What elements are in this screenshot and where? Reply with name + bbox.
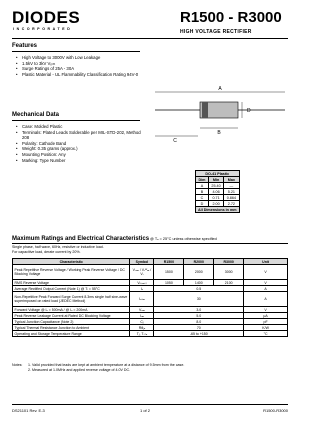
ratings-header: R1500 bbox=[154, 259, 184, 265]
table-row bbox=[13, 292, 288, 307]
ratings-cell: Non-Repetitive Peak Forward Surge Current 8.3ms single half sine-wave superimposed on rated load (JEDEC Method) bbox=[13, 292, 130, 307]
ratings-cell: K/W bbox=[244, 325, 288, 331]
dim-cell: 25.40 bbox=[208, 183, 223, 189]
ratings-cell: Peak Reverse Leakage Current at Rated DC Blocking Voltage bbox=[13, 313, 130, 319]
ratings-header: R3000 bbox=[214, 259, 244, 265]
dim-cell: — bbox=[224, 183, 239, 189]
ratings-cell: Cⱼ bbox=[130, 319, 154, 325]
dim-cell: B bbox=[196, 189, 209, 195]
ratings-cell: V bbox=[244, 307, 288, 313]
ratings-cell: pF bbox=[244, 319, 288, 325]
ratings-cell: Operating and Storage Temperature Range bbox=[13, 331, 130, 337]
dim-label-a: A bbox=[218, 86, 222, 92]
package-outline-diagram bbox=[150, 72, 290, 152]
list-item: • Surge Ratings of 25A - 30A bbox=[16, 66, 141, 72]
ratings-cell: V bbox=[244, 265, 288, 280]
part-number-title: R1500 - R3000 bbox=[180, 9, 282, 26]
ratings-cell: μA bbox=[244, 313, 288, 319]
dim-table-footer: All Dimensions in mm bbox=[196, 207, 240, 213]
dim-cell: 2.72 bbox=[224, 201, 239, 207]
ratings-cell: 8.0 bbox=[154, 319, 244, 325]
ratings-cell: A bbox=[244, 292, 288, 307]
header-divider bbox=[12, 38, 288, 39]
notes-block bbox=[12, 363, 288, 373]
ratings-cell: Typical Junction Capacitance (Note 2) bbox=[13, 319, 130, 325]
ratings-header: Unit bbox=[244, 259, 288, 265]
ratings-cell: -65 to +150 bbox=[154, 331, 244, 337]
dim-cell: 5.21 bbox=[224, 189, 239, 195]
ratings-cell: Iₒₛₘ bbox=[130, 292, 154, 307]
features-underline bbox=[12, 51, 140, 52]
ratings-cell: 2100 bbox=[214, 280, 244, 286]
ratings-cell: Tⱼ, Tₛₜₐ bbox=[130, 331, 154, 337]
ratings-cell: Forward Voltage @ Iₒ = 500mA / @ Iₒ = 200mA bbox=[13, 307, 130, 313]
dim-cell: A bbox=[196, 183, 209, 189]
dim-table-header: Min bbox=[208, 177, 223, 183]
dim-table-package: DO-41 Plastic bbox=[196, 171, 240, 177]
ratings-cell: °C bbox=[244, 331, 288, 337]
ratings-cell: V bbox=[244, 280, 288, 286]
list-item: • Weight: 0.35 grams (approx.) bbox=[16, 146, 141, 152]
ratings-cell: Iᵣₘ bbox=[130, 313, 154, 319]
mechanical-heading: Mechanical Data bbox=[12, 112, 60, 118]
ratings-header: Symbol bbox=[130, 259, 154, 265]
ratings-cell: Rθⱼₐ bbox=[130, 325, 154, 331]
footer-divider bbox=[12, 404, 288, 405]
ratings-cell: 1050 bbox=[154, 280, 184, 286]
mechanical-list bbox=[16, 124, 141, 163]
list-item: • Case: Molded Plastic bbox=[16, 124, 141, 130]
list-item: • Marking: Type Number bbox=[16, 158, 141, 164]
notes-label: Notes: bbox=[12, 363, 23, 367]
ratings-underline bbox=[12, 243, 288, 244]
dim-label-d: D bbox=[247, 108, 251, 114]
list-item: • Mounting Position: Any bbox=[16, 152, 141, 158]
ratings-cell: Peak Repetitive Reverse Voltage / Working Peak Reverse Voltage / DC Blocking Voltage bbox=[13, 265, 130, 280]
features-list bbox=[16, 55, 141, 77]
ratings-cell: 2000 bbox=[184, 265, 214, 280]
ratings-cell: Vᵣ₍ᵣₘₛ₎ bbox=[130, 280, 154, 286]
ratings-cell: 0.5 bbox=[154, 286, 244, 292]
table-row bbox=[13, 265, 288, 280]
dim-cell: C bbox=[196, 195, 209, 201]
dim-cell: 4.06 bbox=[208, 189, 223, 195]
dim-cell: 0.71 bbox=[208, 195, 223, 201]
ratings-cell: 5.0 bbox=[154, 313, 244, 319]
product-subtitle: HIGH VOLTAGE RECTIFIER bbox=[180, 29, 252, 35]
footer-part-range: R1500-R3000 bbox=[263, 408, 288, 413]
company-logo: DIODES bbox=[12, 8, 81, 27]
ratings-cell: 70 bbox=[154, 325, 244, 331]
ratings-cell: 3.0 bbox=[154, 307, 244, 313]
dim-cell: D bbox=[196, 201, 209, 207]
list-item: • Polarity: Cathode Band bbox=[16, 141, 141, 147]
list-item: • 1.5kV to 3kV Vᵣᵣₘ bbox=[16, 61, 141, 67]
ratings-cell: 3000 bbox=[214, 265, 244, 280]
ratings-cell: Average Rectified Output Current (Note 1) @ Tₗ = 55°C bbox=[13, 286, 130, 292]
note-item: 2. Measured at 1.0MHz and applied reverse voltage of 4.0V DC. bbox=[28, 368, 131, 372]
dim-cell: 0.864 bbox=[224, 195, 239, 201]
dim-label-c: C bbox=[173, 138, 177, 144]
ratings-cell: Iₒ bbox=[130, 286, 154, 292]
footer-page-number: 1 of 2 bbox=[140, 408, 151, 413]
ratings-cell: Vᵣᵣₘ / Vᵣᵂₘ / Vᵣ bbox=[130, 265, 154, 280]
ratings-heading: Maximum Ratings and Electrical Characteristics bbox=[12, 236, 150, 242]
list-item: • High Voltage to 3000V with Low Leakage bbox=[16, 55, 141, 61]
ratings-header: R2000 bbox=[184, 259, 214, 265]
ratings-cell: 1500 bbox=[154, 265, 184, 280]
note-item: 1. Valid provided that leads are kept at ambient temperature at a distance of 9.5mm from the case. bbox=[28, 363, 185, 367]
company-logo-subtext: INCORPORATED bbox=[13, 27, 73, 31]
ratings-cell: A bbox=[244, 286, 288, 292]
ratings-cell: Vₒₘ bbox=[130, 307, 154, 313]
table-row bbox=[13, 331, 288, 337]
ratings-note-line: Single phase, half wave, 60Hz, resistive or inductive load. bbox=[12, 245, 104, 249]
dim-cell: 2.00 bbox=[208, 201, 223, 207]
dim-table-header: Max bbox=[224, 177, 239, 183]
ratings-cell: Typical Thermal Resistance Junction to Ambient bbox=[13, 325, 130, 331]
dim-table-header: Dim bbox=[196, 177, 209, 183]
ratings-table bbox=[12, 258, 288, 337]
list-item: • Plastic Material - UL Flammability Classification Rating 94V-0 bbox=[16, 72, 141, 78]
ratings-cell: RMS Reverse Voltage bbox=[13, 280, 130, 286]
ratings-cell: 30 bbox=[154, 292, 244, 307]
ratings-cell: 1400 bbox=[184, 280, 214, 286]
features-heading: Features bbox=[12, 43, 38, 49]
ratings-header: Characteristic bbox=[13, 259, 130, 265]
ratings-note bbox=[12, 245, 104, 254]
dim-label-b: B bbox=[217, 130, 221, 136]
ratings-note-line: For capacitive load, derate current by 20%. bbox=[12, 249, 81, 254]
ratings-condition: @ Tₐ = 25°C unless otherwise specified bbox=[150, 237, 217, 241]
mechanical-underline bbox=[12, 120, 140, 121]
list-item: • Terminals: Plated Leads Solderable per MIL-STD-202, Method 208 bbox=[16, 130, 141, 141]
footer-doc-id: DS21101 Rev. E-3 bbox=[12, 408, 45, 413]
dimensions-table bbox=[195, 170, 240, 213]
